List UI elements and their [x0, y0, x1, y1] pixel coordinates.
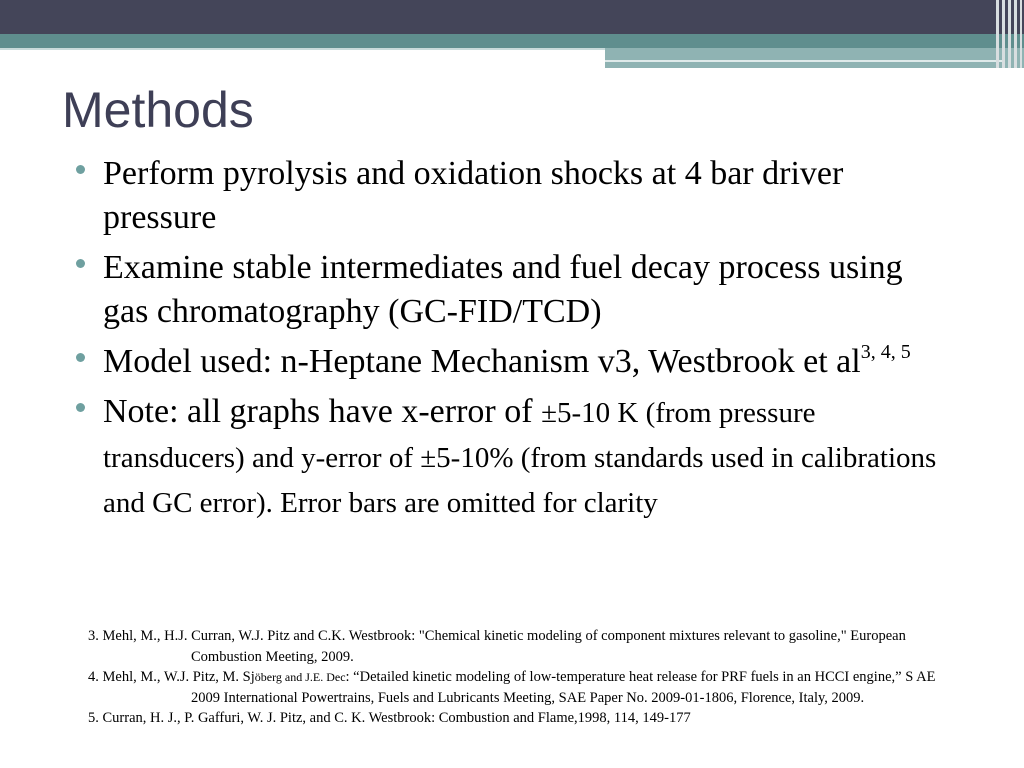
bullet-text: Examine stable intermediates and fuel decay process using gas chromatography (GC-FID/TCD): [103, 249, 903, 330]
bullet-dot-icon: [76, 165, 85, 174]
slide-title: Methods: [62, 82, 254, 138]
references: [88, 626, 958, 729]
reference-text: : “Detailed kinetic modeling of low-temperature heat release for PRF fuels in an HCCI engine,” S AE 2009 International Powertrains, Fuels and Lubricants Meeting, SAE Paper No. 2009-01-1806, Florence, Italy, 2009.: [191, 669, 936, 706]
header-teal-band: [0, 34, 1024, 48]
bullet-item: [76, 152, 956, 240]
citation-superscript: 3, 4, 5: [860, 341, 911, 363]
reference-item: [88, 667, 958, 708]
header-light-line-right: [605, 60, 1005, 62]
bullet-item: [76, 340, 956, 384]
bullet-dot-icon: [76, 353, 85, 362]
bullet-list: [76, 152, 956, 531]
reference-text-small: öberg and J.E. Dec: [254, 670, 346, 684]
reference-item: 3. Mehl, M., H.J. Curran, W.J. Pitz and C.K. Westbrook: "Chemical kinetic modeling of component mixtures relevant to gasoline," European Combustion Meeting, 2009.: [88, 628, 906, 665]
header-teal-band-right: [605, 48, 1024, 68]
reference-text: 4. Mehl, M., W.J. Pitz, M. Sj: [88, 669, 255, 685]
bullet-text: Perform pyrolysis and oxidation shocks at 4 bar driver pressure: [103, 155, 844, 236]
bullet-item: [76, 390, 956, 525]
bullet-text-continued: ±5-10 K (from pressure transducers) and y-error of ±5-10% (from standards used in calibrations and GC error). Error bars are omitted for clarity: [103, 397, 937, 519]
bullet-dot-icon: [76, 403, 85, 412]
header-dark-band: [0, 0, 1024, 34]
header-stripes: [994, 0, 1024, 68]
bullet-item: [76, 246, 956, 334]
bullet-text: Note: all graphs have x-error of: [103, 393, 533, 430]
bullet-text: Model used: n-Heptane Mechanism v3, Westbrook et al: [103, 343, 861, 380]
reference-item: 5. Curran, H. J., P. Gaffuri, W. J. Pitz, and C. K. Westbrook: Combustion and Flame,1998, 114, 149-177: [88, 710, 691, 726]
bullet-dot-icon: [76, 259, 85, 268]
